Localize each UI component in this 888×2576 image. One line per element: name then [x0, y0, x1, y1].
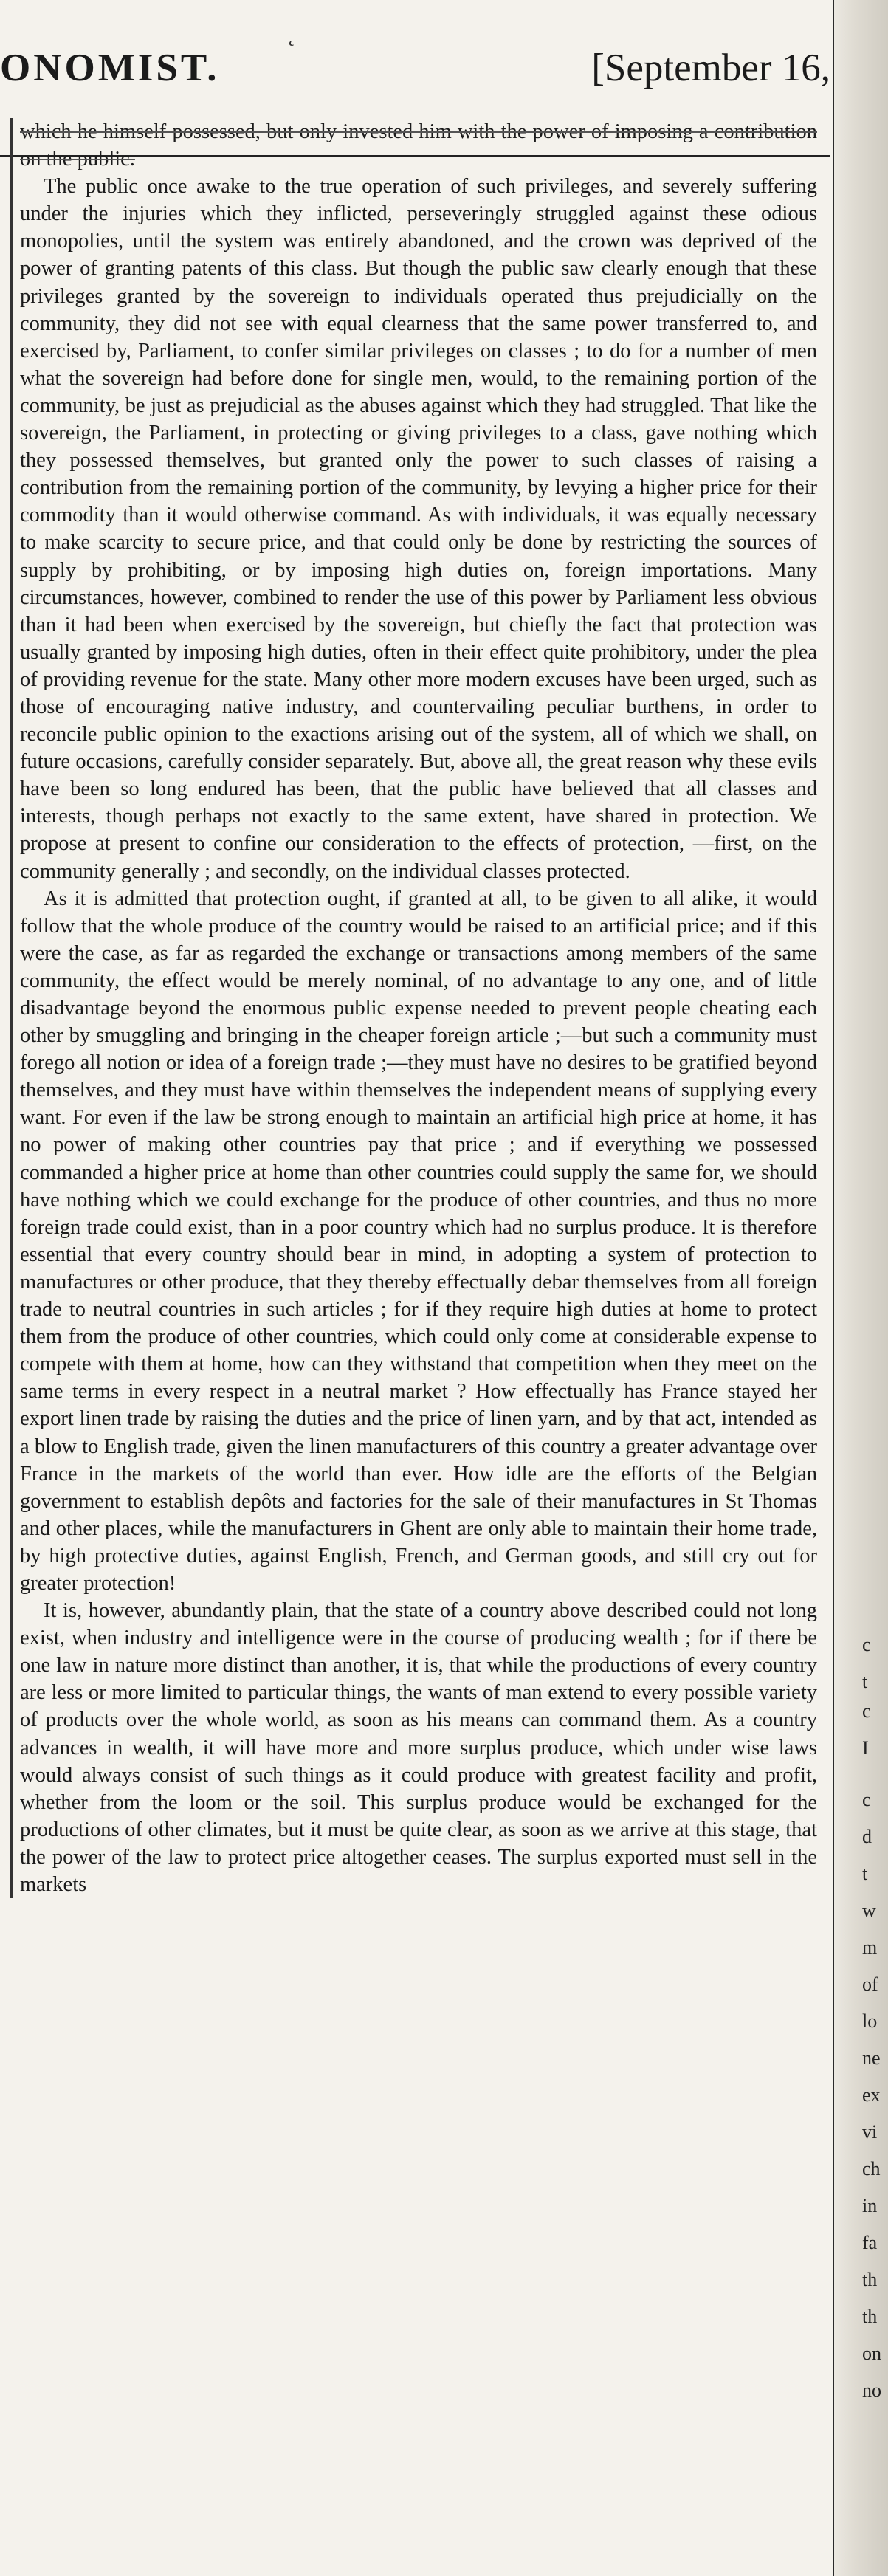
adjacent-column-fragment: t — [862, 1863, 868, 1884]
adjacent-column-fragment: t — [862, 1671, 868, 1692]
adjacent-column-fragment: th — [862, 2306, 878, 2327]
adjacent-column-fragment: of — [862, 1974, 878, 1995]
adjacent-column-fragment: c — [862, 1789, 871, 1810]
issue-date: [September 16, — [591, 47, 830, 89]
adjacent-column-fragment: c — [862, 1634, 871, 1655]
adjacent-column-fragment: c — [862, 1700, 871, 1722]
adjacent-column-fragment: ex — [862, 2084, 881, 2106]
adjacent-column-fragment: ch — [862, 2158, 881, 2180]
adjacent-column-fragment: th — [862, 2269, 878, 2290]
adjacent-column-fragment: fa — [862, 2232, 878, 2253]
masthead — [0, 46, 830, 120]
adjacent-column-fragment: lo — [862, 2010, 878, 2032]
adjacent-column-fragment: m — [862, 1937, 878, 1958]
adjacent-column-fragment: I — [862, 1737, 869, 1759]
adjacent-column-fragment: no — [862, 2380, 881, 2401]
adjacent-column-fragment: vi — [862, 2121, 878, 2143]
paragraph-2: The public once awake to the true operation of such privileges, and severely suffering under the injuries which they inflicted, perseveringly struggled against these odious monopolies, until the system was entirely abandoned, and the crown was deprived of the power of granting patents of this class. But though the public saw clearly enough that these privileges granted by the sovereign to individuals operated thus prejudicially on the community, they did not see with equal clearness that the same power transferred to, and exercised by, Parliament, to confer similar privileges on classes ; to do for a number of men what the sovereign had before done for single men, would, to the remaining portion of the community, be just as prejudicial as the abuses against which they had struggled. That like the sovereign, the Parliament, in protecting or giving privileges to a class, gave nothing which they possessed themselves, but granted only the power to such classes of raising a contribution from the remaining portion of the community, by levying a higher price for their commodity than it would otherwise command. As with individuals, it was equally necessary to make scarcity to secure price, and that could only be done by restricting the sources of supply by prohibiting, or by imposing high duties on, foreign importations. Many circumstances, however, combined to render the use of this power by Parliament less obvious than it had been when exercised by the sovereign, but chiefly the fact that protection was usually granted by imposing high duties, often in their effect quite prohibitory, under the plea of providing revenue for the state. Many other more modern excuses have been urged, such as those of encouraging native industry, and countervailing peculiar burthens, in order to reconcile public opinion to the exactions arising out of the system, all of which we shall, on future occasions, carefully consider separately. But, above all, the great reason why these evils have been so long endured has been, that the public have believed that all classes and interests, though perhaps not exactly to the same extent, have shared in protection. We propose at present to confine our consideration to the effects of protection, —first, on the community generally ; and secondly, on the individual classes protected. — [20, 175, 817, 883]
adjacent-column-strip — [833, 0, 888, 2576]
paragraph-1: which he himself possessed, but only invested him with the power of imposing a contribution on the public. — [20, 120, 817, 171]
adjacent-column-fragment: on — [862, 2343, 881, 2364]
page-mark: ˛ — [288, 22, 295, 47]
paragraph-3: As it is admitted that protection ought, if granted at all, to be given to all alike, it would follow that the whole produce of the country would be raised to an artificial price; and if this were the case, as far as regarded the exchange or transactions among members of the same community, the effect would be merely nominal, of no advantage to any one, and of little disadvantage beyond the enormous public expense needed to prevent people cheating each other by smuggling and bringing in the cheaper foreign article ;—but such a community must forego all notion or idea of a foreign trade ;—they must have no desires to be gratified beyond themselves, and they must have within themselves the independent means of supplying every want. For even if the law be strong enough to maintain an artificial high price at home, it has no power of making other countries pay that price ; and if everything we possessed commanded a higher price at home than other countries could supply the same for, we should have nothing which we could exchange for the produce of other countries, and thus no more foreign trade could exist, than in a poor country which had no surplus produce. It is therefore essential that every country should bear in mind, in adopting a system of protection to manufactures or other produce, that they thereby effectually debar themselves from all foreign trade to neutral countries in such articles ; for if they require high duties at home to protect them from the produce of other countries, which could only come at considerable expense to compete with them at home, how can they withstand that competition when they meet on the same terms in every respect in a neutral market ? How effectually has France stayed her export linen trade by raising the duties and the price of linen yarn, and by that act, intended as a blow to English trade, given the linen manufacturers of this country a greater advantage over France in the markets of the world than ever. How idle are the efforts of the Belgian government to establish depôts and factories for the sale of their manufactures in St Thomas and other places, while the manufacturers in Ghent are only able to maintain their home trade, by high protective duties, against English, French, and German goods, and still cry out for greater protection! — [20, 887, 817, 1595]
adjacent-column-fragment: w — [862, 1900, 876, 1921]
adjacent-column-fragment: in — [862, 2195, 878, 2216]
publication-title: ONOMIST. — [0, 47, 220, 89]
adjacent-column-fragment: ne — [862, 2047, 881, 2069]
adjacent-column-fragment: d — [862, 1826, 872, 1847]
paragraph-4: It is, however, abundantly plain, that the state of a country above described could not long exist, when industry and intelligence were in the course of producing wealth ; for if there be one law in nature more distinct than another, it is, that while the productions of every country are less or more limited to particular things, the wants of man extend to every possible variety of products over the whole world, as soon as his means can command them. As a country advances in wealth, it will have more and more surplus produce, which under wise laws would always consist of such things as it could produce with greatest facility and profit, whether from the loom or the soil. This surplus produce would be exchanged for the productions of other climates, but it must be quite clear, as soon as we arrive at this stage, that the power of the law to protect price altogether ceases. The surplus exported must sell in the markets — [20, 1599, 817, 1896]
article-column — [10, 118, 817, 1898]
